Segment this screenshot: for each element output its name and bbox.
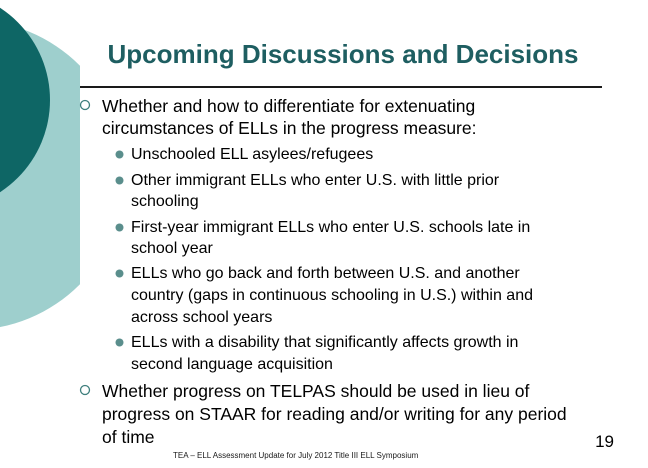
- sub-bullet-1-line-1: Unschooled ELL asylees/refugees: [131, 146, 374, 163]
- hollow-circle-bullet-icon: [79, 99, 91, 111]
- bullet-1-line-1: Whether and how to differentiate for extenuating: [102, 96, 476, 116]
- page-number: 19: [595, 432, 614, 451]
- bullet-2-line-3: of time: [102, 427, 155, 447]
- filled-circle-bullet-icon: [115, 338, 124, 347]
- sub-bullet-2-line-1: Other immigrant ELLs who enter U.S. with little prior: [131, 172, 500, 189]
- sub-bullet-5-line-2: second language acquisition: [131, 356, 333, 373]
- bullet-2-line-1: Whether progress on TELPAS should be used in lieu of: [102, 381, 530, 401]
- bullet-2-line-2: progress on STAAR for reading and/or writing for any period: [102, 404, 567, 424]
- sub-bullet-3-line-2: school year: [131, 240, 213, 257]
- title-divider: [80, 86, 602, 88]
- filled-circle-bullet-icon: [115, 176, 124, 185]
- sub-bullet-3-line-1: First-year immigrant ELLs who enter U.S. schools late in: [131, 219, 531, 236]
- sub-bullet-4-line-2: country (gaps in continuous schooling in U.S.) within and: [131, 287, 533, 304]
- filled-circle-bullet-icon: [115, 269, 124, 278]
- bullet-1-line-2: circumstances of ELLs in the progress measure:: [102, 118, 477, 138]
- hollow-circle-bullet-icon: [79, 384, 91, 396]
- filled-circle-bullet-icon: [115, 150, 124, 159]
- slide-title: Upcoming Discussions and Decisions: [107, 39, 579, 69]
- sub-bullet-4-line-3: across school years: [131, 309, 273, 326]
- filled-circle-bullet-icon: [115, 223, 124, 232]
- sub-bullet-5-line-1: ELLs with a disability that significantly affects growth in: [131, 334, 519, 351]
- slide-footer: TEA – ELL Assessment Update for July 2012 Title III ELL Symposium: [173, 451, 419, 460]
- sub-bullet-2-line-2: schooling: [131, 193, 199, 210]
- sub-bullet-4-line-1: ELLs who go back and forth between U.S. and another: [131, 265, 520, 282]
